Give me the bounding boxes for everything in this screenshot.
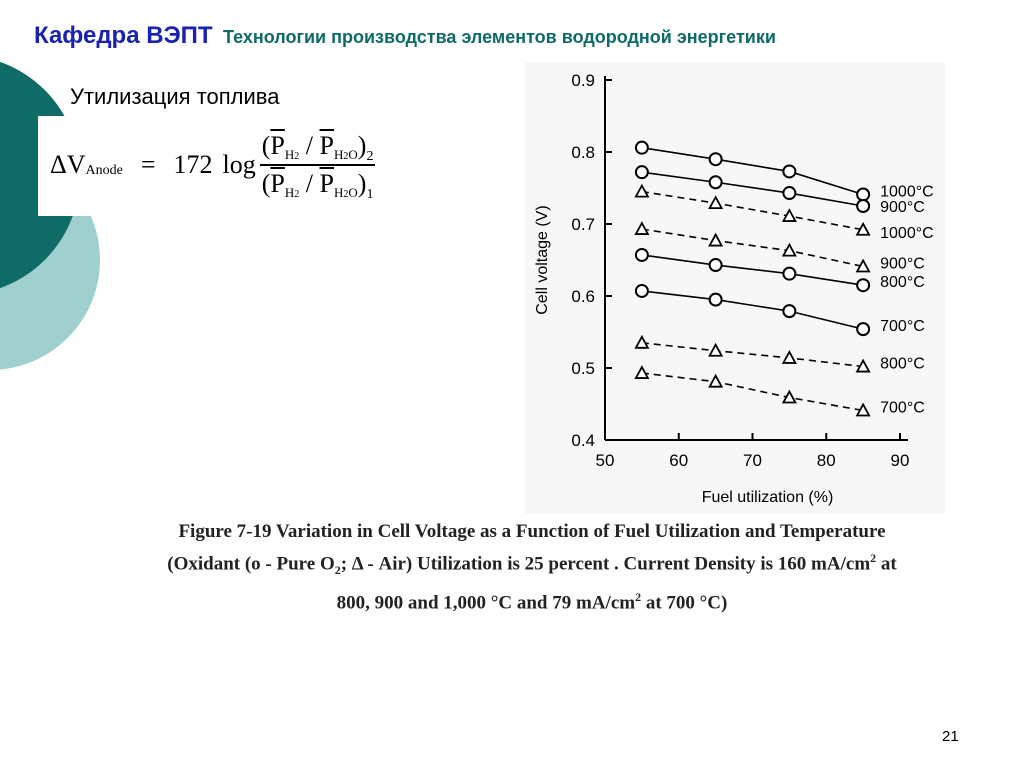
num-p1-sub: H2 [284,147,300,162]
x-tick-label: 90 [890,451,910,470]
data-point-circle [783,268,795,280]
num-slash: / [305,131,314,160]
num-outer-sub: 2 [366,149,374,164]
den-outer-sub: 1 [366,187,374,202]
den-p2: $\overline{P}$ [319,169,334,198]
y-tick-label: 0.7 [571,215,595,234]
x-tick-label: 50 [595,451,615,470]
data-point-circle [857,323,869,335]
data-point-circle [710,294,722,306]
formula-fraction [260,131,376,202]
den-p1-sub: H2 [284,185,300,200]
page-number: 21 [942,728,959,745]
den-p2-sub: H2O [333,185,358,200]
formula-numerator [260,131,376,164]
num-p2-sub: H2O [333,147,358,162]
data-point-circle [636,249,648,261]
y-tick-label: 0.8 [571,143,595,162]
caption-line-3: 800, 900 and 1,000 °C and 79 $mA/cm^2$ at 700 °C) [336,590,728,614]
slide-header [34,22,776,50]
x-tick-label: 80 [816,451,836,470]
den-open-paren: ( [261,169,271,198]
data-point-circle [857,188,869,200]
data-point-circle [636,142,648,154]
series-label: 800°C [880,355,925,373]
formula-delta: Δ [50,150,67,179]
series-label: 1000°C [880,224,934,242]
series-label: 900°C [880,199,925,216]
den-slash: / [305,169,314,198]
x-tick-label: 70 [743,451,762,470]
data-point-circle [636,166,648,178]
den-close-paren: ) [357,169,367,198]
cell-voltage-chart [525,62,945,514]
series-label: 1000°C [880,183,934,201]
x-axis-label: Fuel utilization (%) [701,489,834,506]
anode-voltage-formula [50,120,375,210]
data-point-circle [710,176,722,188]
series-label: 700°C [880,399,925,417]
caption-line-2: (Oxidant (o - Pure $O_2$; Δ - Air) Utilization is 25 percent . Current Density is 160 $mA/cm^2$ at [167,551,897,578]
formula-coefficient: 172 [173,150,213,179]
data-point-circle [783,305,795,317]
formula-var-sub: Anode [85,163,123,178]
data-point-circle [636,285,648,297]
num-close-paren: ) [357,131,367,160]
caption-line-1: Figure 7-19 Variation in Cell Voltage as a Function of Fuel Utilization and Temperature [178,521,886,542]
formula-var: V [66,150,86,179]
formula-equals: = [140,150,156,179]
figure-caption [92,518,972,616]
formula-log: log [222,150,256,179]
num-p2: $\overline{P}$ [319,131,334,160]
course-title: Технологии производства элементов водородной энергетики [223,27,776,47]
fraction-bar [260,164,376,166]
num-open-paren: ( [261,131,271,160]
data-point-circle [857,200,869,212]
formula-denominator [260,169,376,202]
data-point-circle [857,279,869,291]
y-tick-label: 0.4 [571,431,595,450]
department-title: Кафедра ВЭПТ [34,22,213,49]
series-label: 900°C [880,255,925,273]
y-axis-label: Cell voltage (V) [534,205,551,315]
data-point-circle [783,187,795,199]
num-p1: $\overline{P}$ [270,131,285,160]
data-point-circle [783,165,795,177]
series-label: 700°C [880,318,925,336]
den-p1: $\overline{P}$ [270,169,285,198]
slide-subtitle: Утилизация топлива [70,84,280,109]
y-tick-label: 0.9 [571,71,595,90]
series-label: 800°C [880,274,925,292]
data-point-circle [710,153,722,165]
y-tick-label: 0.6 [571,287,595,306]
x-tick-label: 60 [669,451,689,470]
y-tick-label: 0.5 [571,359,595,378]
data-point-circle [710,259,722,271]
